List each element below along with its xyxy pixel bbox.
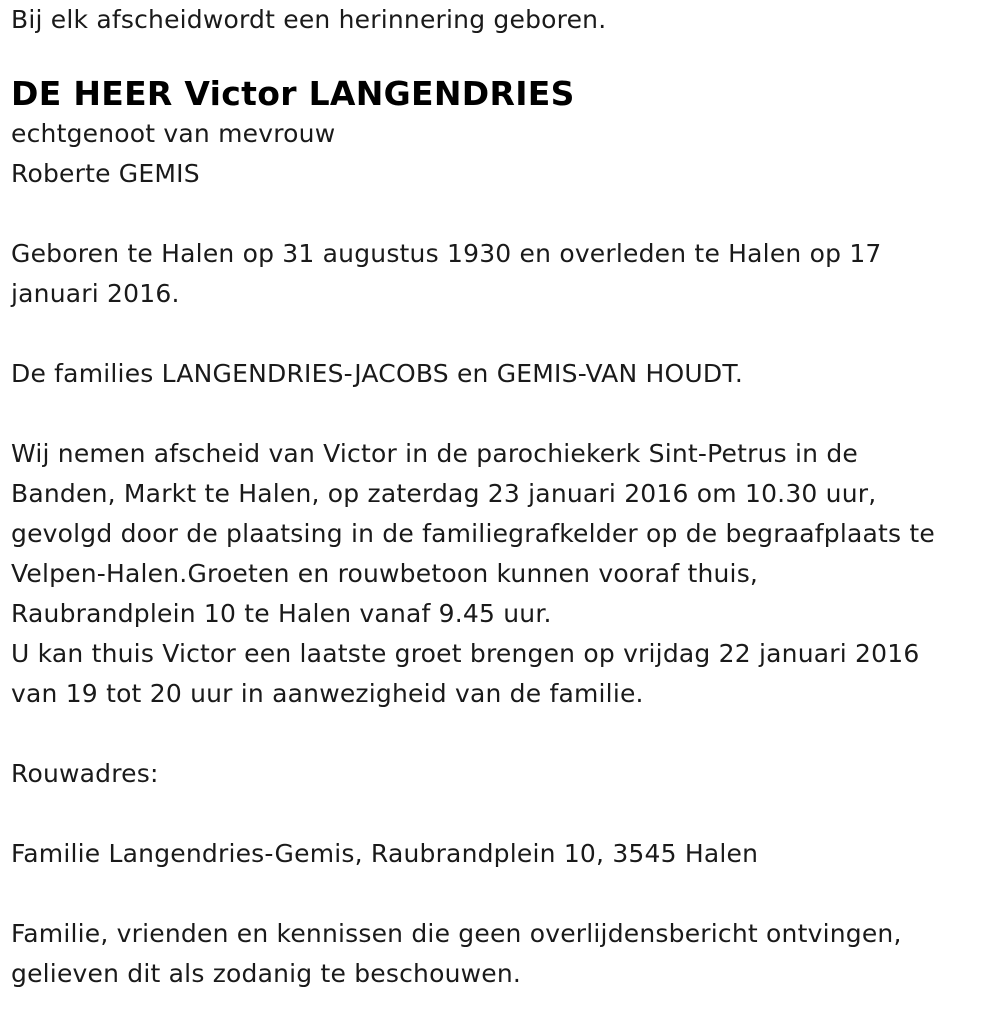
spacer [11, 194, 991, 234]
spouse-name: Roberte GEMIS [11, 159, 200, 188]
mourning-address: Familie Langendries-Gemis, Raubrandplein 10, 3545 Halen [11, 839, 759, 868]
text-line: Geboren te Halen op 31 augustus 1930 en overleden te Halen op 17 [11, 239, 882, 268]
families-line: De families LANGENDRIES-JACOBS en GEMIS-VAN HOUDT. [11, 359, 743, 388]
closing-paragraph [11, 914, 991, 994]
obituary-notice [11, 0, 991, 994]
text-line: gevolgd door de plaatsing in de familiegrafkelder op de begraafplaats te [11, 519, 935, 548]
spacer [11, 794, 991, 834]
intro-line: Bij elk afscheidwordt een herinnering geboren. [11, 5, 607, 34]
text-line: Wij nemen afscheid van Victor in de parochiekerk Sint-Petrus in de [11, 439, 858, 468]
text-line: Raubrandplein 10 te Halen vanaf 9.45 uur. [11, 599, 552, 628]
text-line: januari 2016. [11, 279, 180, 308]
ceremony-paragraph [11, 434, 991, 714]
birth-death-paragraph [11, 234, 991, 314]
text-line: Familie, vrienden en kennissen die geen overlijdensbericht ontvingen, [11, 919, 902, 948]
spacer [11, 714, 991, 754]
text-line: Velpen-Halen.Groeten en rouwbetoon kunnen vooraf thuis, [11, 559, 759, 588]
text-line: van 19 tot 20 uur in aanwezigheid van de familie. [11, 679, 644, 708]
spacer [11, 874, 991, 914]
deceased-name: DE HEER Victor LANGENDRIES [11, 74, 575, 113]
text-line: U kan thuis Victor een laatste groet brengen op vrijdag 22 januari 2016 [11, 639, 920, 668]
text-line: gelieven dit als zodanig te beschouwen. [11, 959, 522, 988]
spacer [11, 314, 991, 354]
address-label: Rouwadres: [11, 759, 159, 788]
spacer [11, 394, 991, 434]
relation-line: echtgenoot van mevrouw [11, 119, 336, 148]
text-line: Banden, Markt te Halen, op zaterdag 23 januari 2016 om 10.30 uur, [11, 479, 877, 508]
spacer [11, 40, 991, 74]
